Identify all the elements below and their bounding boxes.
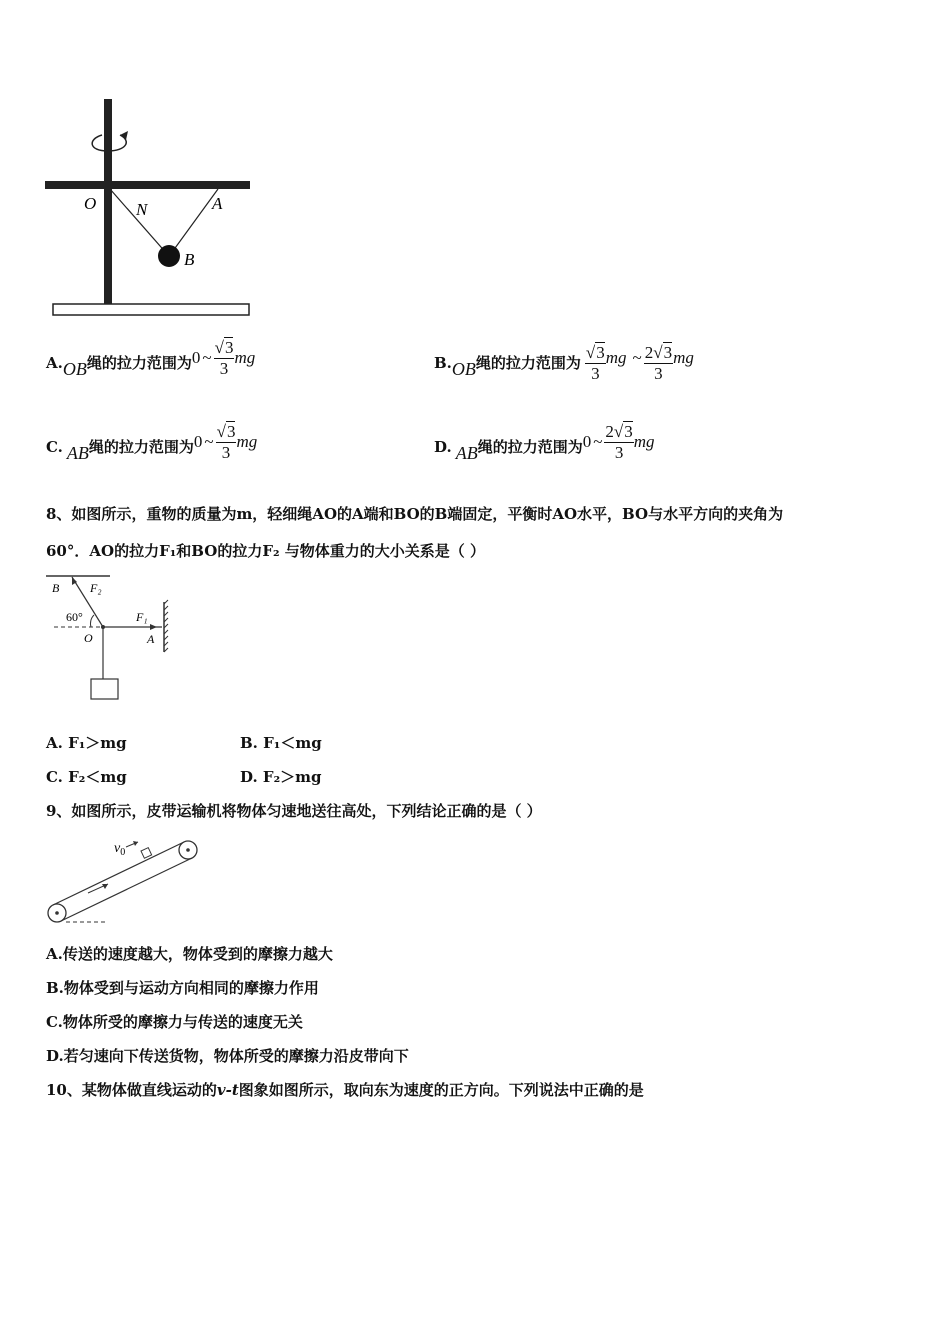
fraction-lower: $\frac{√3}{3}$ xyxy=(585,342,605,383)
q9-option-c[interactable]: C.物体所受的摩擦力与传送的速度无关 xyxy=(46,1013,303,1031)
q8-stem-line2: 60°．AO的拉力F₁和BO的拉力F₂ 与物体重力的大小关系是（ ） xyxy=(46,542,485,560)
weight-box xyxy=(91,679,118,699)
q8-option-d[interactable]: D. F₂＞mg xyxy=(240,768,322,786)
q9-option-b[interactable]: B.物体受到与运动方向相同的摩擦力作用 xyxy=(46,979,319,997)
fraction: $\frac{√3}{3}$ xyxy=(214,337,234,378)
option-letter: A. xyxy=(46,354,63,372)
option-text: 绳的拉力范围为 xyxy=(477,438,583,456)
label-o: O xyxy=(84,631,93,645)
label-b: B xyxy=(52,581,60,595)
range-expr xyxy=(194,422,257,463)
rope-label: OB xyxy=(451,359,476,379)
rope-label: AB xyxy=(66,443,89,463)
q10-prefix: 10、某物体做直线运动的 xyxy=(46,1081,217,1099)
q7-figure xyxy=(40,95,255,320)
label-o: O xyxy=(84,194,97,213)
q8-option-b[interactable]: B. F₁＜mg xyxy=(240,734,322,752)
q10-vt: v-t xyxy=(216,1081,239,1099)
label-b: B xyxy=(184,250,195,269)
q9-figure xyxy=(40,832,210,930)
unit: mg xyxy=(236,432,258,451)
range-expr xyxy=(192,338,255,379)
option-letter: B. xyxy=(434,354,452,372)
label-v0: $v_0$ xyxy=(114,841,126,858)
q8-option-a[interactable]: A. F₁＞mg xyxy=(46,734,127,752)
q7-option-b[interactable] xyxy=(434,338,694,388)
rope-label: OB xyxy=(62,359,87,379)
cargo-box xyxy=(141,848,152,859)
q7-option-c[interactable] xyxy=(46,422,257,472)
unit: mg xyxy=(234,348,256,367)
label-f1: F₁ xyxy=(136,610,148,624)
q8-option-c[interactable]: C. F₂＜mg xyxy=(46,768,127,786)
label-a: A xyxy=(147,632,155,646)
unit: mg xyxy=(633,432,655,451)
range-expr xyxy=(583,422,655,463)
lower-bound: 0 xyxy=(193,432,203,451)
tilde: ~ xyxy=(202,348,212,367)
fraction: $\frac{√3}{3}$ xyxy=(216,421,236,462)
lower-bound: 0 xyxy=(582,432,592,451)
option-text: 绳的拉力范围为 xyxy=(86,354,192,372)
label-angle: 60° xyxy=(66,610,83,624)
option-letter: C. xyxy=(46,438,63,456)
ball-b xyxy=(158,245,180,267)
range-expr xyxy=(585,343,694,384)
q10-suffix: 图象如图所示，取向东为速度的正方向。下列说法中正确的是 xyxy=(238,1081,644,1099)
unit: mg xyxy=(673,348,694,367)
tilde: ~ xyxy=(632,348,642,367)
option-letter: D. xyxy=(434,438,452,456)
q10-stem xyxy=(46,1080,644,1100)
q8-stem-line1: 8、如图所示，重物的质量为m，轻细绳AO的A端和BO的B端固定，平衡时AO水平，BO与水平方向的夹角为 xyxy=(46,505,784,523)
lower-bound: 0 xyxy=(191,348,201,367)
rope-ab xyxy=(170,189,218,255)
fraction: $\frac{2√3}{3}$ xyxy=(605,421,633,462)
label-f2: F₂ xyxy=(90,581,102,595)
q7-option-a[interactable] xyxy=(46,338,255,388)
q9-stem: 9、如图所示，皮带运输机将物体匀速地送往高处，下列结论正确的是（ ） xyxy=(46,802,542,820)
unit: mg xyxy=(605,348,627,367)
horizontal-bar xyxy=(45,181,250,189)
option-text: 绳的拉力范围为 xyxy=(88,438,194,456)
label-a: A xyxy=(212,194,223,213)
tilde: ~ xyxy=(204,432,214,451)
rope-label: AB xyxy=(455,443,478,463)
tilde: ~ xyxy=(593,432,603,451)
vertical-rod xyxy=(104,99,112,304)
belt-bottom xyxy=(61,858,192,921)
fraction-upper: $\frac{2√3}{3}$ xyxy=(644,342,673,383)
rope-ob xyxy=(110,189,168,255)
option-text: 绳的拉力范围为 xyxy=(475,354,581,372)
label-n: N xyxy=(136,200,148,219)
q9-option-d[interactable]: D.若匀速向下传送货物，物体所受的摩擦力沿皮带向下 xyxy=(46,1047,409,1065)
q7-option-d[interactable] xyxy=(434,422,655,472)
base-plate xyxy=(53,304,249,315)
q8-figure xyxy=(44,572,174,704)
q9-option-a[interactable]: A.传送的速度越大，物体受到的摩擦力越大 xyxy=(46,945,333,963)
